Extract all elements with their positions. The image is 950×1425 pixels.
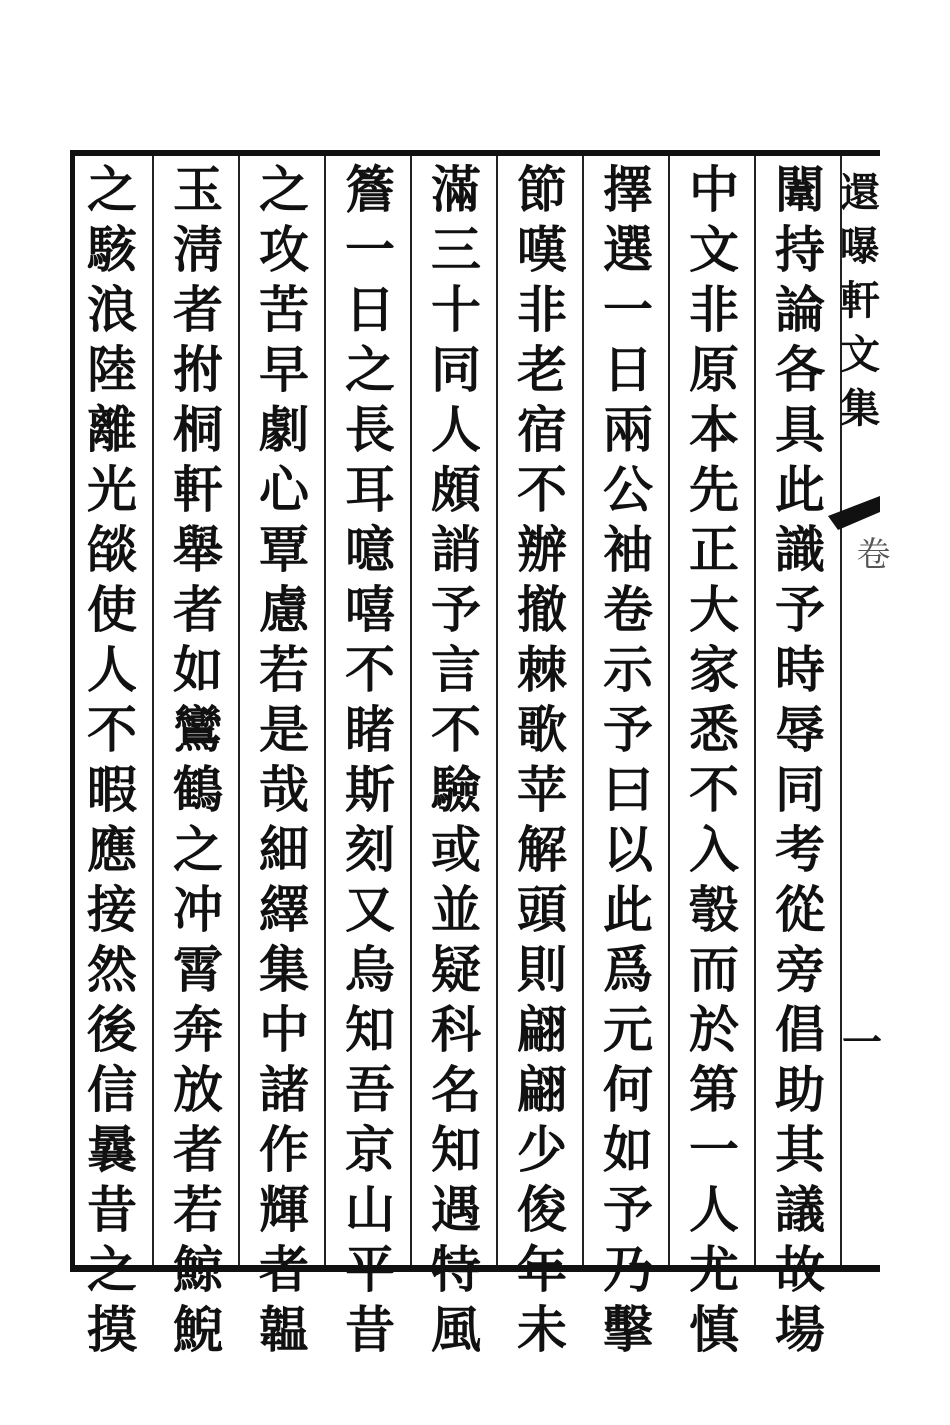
character: 並	[431, 880, 481, 939]
character: 吾	[345, 1060, 395, 1119]
character: 少	[517, 1120, 567, 1179]
page-frame	[70, 150, 880, 1359]
character: 從	[775, 880, 825, 939]
character: 不	[345, 640, 395, 699]
character: 諸	[259, 1060, 309, 1119]
character: 科	[431, 1000, 481, 1059]
character: 韞	[259, 1300, 309, 1359]
character: 鯨	[173, 1240, 223, 1299]
character: 之	[259, 160, 309, 219]
character: 簷	[345, 160, 395, 219]
character: 者	[173, 1120, 223, 1179]
character: 離	[87, 400, 137, 459]
character: 覃	[259, 520, 309, 579]
banxin-title-char: 集	[840, 385, 880, 432]
character: 或	[431, 820, 481, 879]
character: 入	[689, 820, 739, 879]
column-divider	[668, 156, 670, 1265]
text-column	[330, 160, 410, 1359]
character: 嘻	[345, 580, 395, 639]
character: 辦	[517, 520, 567, 579]
character: 俊	[517, 1180, 567, 1239]
text-column	[72, 160, 152, 1359]
character: 各	[775, 340, 825, 399]
character: 舉	[173, 520, 223, 579]
character: 議	[775, 1180, 825, 1239]
character: 同	[431, 340, 481, 399]
character: 未	[517, 1300, 567, 1359]
character: 年	[517, 1240, 567, 1299]
character: 噫	[345, 520, 395, 579]
character: 名	[431, 1060, 481, 1119]
banxin-title-char: 文	[840, 331, 880, 378]
character: 旁	[775, 940, 825, 999]
character: 時	[775, 640, 825, 699]
character: 軒	[173, 460, 223, 519]
character: 予	[775, 580, 825, 639]
character: 早	[259, 340, 309, 399]
text-column	[502, 160, 582, 1359]
character: 長	[345, 400, 395, 459]
character: 是	[259, 700, 309, 759]
character: 一	[345, 220, 395, 279]
character: 之	[345, 340, 395, 399]
column-divider	[496, 156, 498, 1265]
character: 疑	[431, 940, 481, 999]
character: 嘆	[517, 220, 567, 279]
character: 兩	[603, 400, 653, 459]
character: 輝	[259, 1180, 309, 1239]
character: 予	[431, 580, 481, 639]
character: 何	[603, 1060, 653, 1119]
character: 人	[87, 640, 137, 699]
character: 鶴	[173, 760, 223, 819]
character: 若	[173, 1180, 223, 1239]
character: 人	[689, 1180, 739, 1239]
character: 第	[689, 1060, 739, 1119]
character: 若	[259, 640, 309, 699]
character: 彀	[689, 880, 739, 939]
character: 則	[517, 940, 567, 999]
character: 摸	[87, 1300, 137, 1359]
character: 苦	[259, 280, 309, 339]
character: 知	[431, 1120, 481, 1179]
text-column	[760, 160, 840, 1359]
character: 場	[775, 1300, 825, 1359]
column-divider	[238, 156, 240, 1265]
fishtail-mark-icon	[828, 496, 880, 530]
character: 解	[517, 820, 567, 879]
character: 攻	[259, 220, 309, 279]
character: 奔	[173, 1000, 223, 1059]
character: 節	[517, 160, 567, 219]
character: 此	[603, 880, 653, 939]
character: 原	[689, 340, 739, 399]
column-divider	[410, 156, 412, 1265]
character: 言	[431, 640, 481, 699]
character: 特	[431, 1240, 481, 1299]
character: 予	[603, 700, 653, 759]
banxin-title-char: 還	[840, 169, 880, 216]
character: 京	[345, 1120, 395, 1179]
character: 不	[87, 700, 137, 759]
character: 倡	[775, 1000, 825, 1059]
character: 又	[345, 880, 395, 939]
character: 昔	[345, 1300, 395, 1359]
character: 老	[517, 340, 567, 399]
character: 之	[87, 1240, 137, 1299]
character: 接	[87, 880, 137, 939]
character: 滿	[431, 160, 481, 219]
character: 陸	[87, 340, 137, 399]
character: 辱	[775, 700, 825, 759]
character: 袖	[603, 520, 653, 579]
character: 予	[603, 1180, 653, 1239]
character: 山	[345, 1180, 395, 1239]
character: 心	[259, 460, 309, 519]
character: 中	[259, 1000, 309, 1059]
character: 劇	[259, 400, 309, 459]
character: 作	[259, 1120, 309, 1179]
character: 放	[173, 1060, 223, 1119]
column-divider	[754, 156, 756, 1265]
character: 爲	[603, 940, 653, 999]
character: 不	[517, 460, 567, 519]
character: 文	[689, 220, 739, 279]
character: 拊	[173, 340, 223, 399]
character: 慮	[259, 580, 309, 639]
character: 如	[603, 1120, 653, 1179]
character: 翩	[517, 1060, 567, 1119]
character: 具	[775, 400, 825, 459]
character: 驗	[431, 760, 481, 819]
character: 其	[775, 1120, 825, 1179]
top-border	[70, 150, 880, 156]
character: 者	[173, 580, 223, 639]
character: 先	[689, 460, 739, 519]
character: 鸞	[173, 700, 223, 759]
character: 非	[517, 280, 567, 339]
banxin-title-char: 嚗	[840, 223, 880, 270]
character: 光	[87, 460, 137, 519]
banxin-juan: 卷	[850, 536, 890, 570]
character: 闈	[775, 160, 825, 219]
character: 耳	[345, 460, 395, 519]
character: 助	[775, 1060, 825, 1119]
character: 同	[775, 760, 825, 819]
character: 曩	[87, 1120, 137, 1179]
character: 不	[689, 760, 739, 819]
character: 淸	[173, 220, 223, 279]
column-divider	[324, 156, 326, 1265]
character: 暇	[87, 760, 137, 819]
character: 棘	[517, 640, 567, 699]
character: 元	[603, 1000, 653, 1059]
character: 以	[603, 820, 653, 879]
character: 信	[87, 1060, 137, 1119]
character: 誚	[431, 520, 481, 579]
character: 悉	[689, 700, 739, 759]
character: 宿	[517, 400, 567, 459]
character: 三	[431, 220, 481, 279]
character: 擊	[603, 1300, 653, 1359]
character: 中	[689, 160, 739, 219]
character: 細	[259, 820, 309, 879]
character: 之	[87, 160, 137, 219]
character: 冲	[173, 880, 223, 939]
character: 昔	[87, 1180, 137, 1239]
character: 非	[689, 280, 739, 339]
character: 一	[603, 280, 653, 339]
character: 然	[87, 940, 137, 999]
character: 遇	[431, 1180, 481, 1239]
character: 使	[87, 580, 137, 639]
character: 頗	[431, 460, 481, 519]
character: 家	[689, 640, 739, 699]
character: 之	[173, 820, 223, 879]
character: 選	[603, 220, 653, 279]
character: 平	[345, 1240, 395, 1299]
character: 慎	[689, 1300, 739, 1359]
column-divider	[582, 156, 584, 1265]
text-column	[244, 160, 324, 1359]
character: 正	[689, 520, 739, 579]
character: 曰	[603, 760, 653, 819]
character: 公	[603, 460, 653, 519]
banxin-title-char: 軒	[840, 277, 880, 324]
character: 十	[431, 280, 481, 339]
character: 者	[259, 1240, 309, 1299]
character: 駭	[87, 220, 137, 279]
character: 本	[689, 400, 739, 459]
character: 烏	[345, 940, 395, 999]
character: 考	[775, 820, 825, 879]
column-divider	[152, 156, 154, 1265]
character: 桐	[173, 400, 223, 459]
character: 日	[603, 340, 653, 399]
character: 人	[431, 400, 481, 459]
character: 如	[173, 640, 223, 699]
character: 鯢	[173, 1300, 223, 1359]
text-column	[416, 160, 496, 1359]
text-column	[158, 160, 238, 1359]
character: 苹	[517, 760, 567, 819]
character: 斯	[345, 760, 395, 819]
character: 卷	[603, 580, 653, 639]
character: 頭	[517, 880, 567, 939]
character: 玉	[173, 160, 223, 219]
character: 示	[603, 640, 653, 699]
character: 乃	[603, 1240, 653, 1299]
character: 而	[689, 940, 739, 999]
character: 於	[689, 1000, 739, 1059]
character: 日	[345, 280, 395, 339]
character: 燄	[87, 520, 137, 579]
character: 一	[689, 1120, 739, 1179]
banxin-title	[840, 166, 880, 436]
character: 浪	[87, 280, 137, 339]
text-column	[588, 160, 668, 1359]
banxin-margin	[840, 156, 890, 1270]
character: 持	[775, 220, 825, 279]
character: 知	[345, 1000, 395, 1059]
character: 撤	[517, 580, 567, 639]
character: 論	[775, 280, 825, 339]
text-column	[674, 160, 754, 1359]
character: 擇	[603, 160, 653, 219]
character: 識	[775, 520, 825, 579]
character: 此	[775, 460, 825, 519]
character: 哉	[259, 760, 309, 819]
character: 刻	[345, 820, 395, 879]
character: 風	[431, 1300, 481, 1359]
character: 大	[689, 580, 739, 639]
character: 者	[173, 280, 223, 339]
character: 翩	[517, 1000, 567, 1059]
character: 霄	[173, 940, 223, 999]
character: 後	[87, 1000, 137, 1059]
character: 睹	[345, 700, 395, 759]
character: 故	[775, 1240, 825, 1299]
character: 不	[431, 700, 481, 759]
character: 尤	[689, 1240, 739, 1299]
character: 集	[259, 940, 309, 999]
character: 應	[87, 820, 137, 879]
character: 繹	[259, 880, 309, 939]
character: 歌	[517, 700, 567, 759]
page-number: 一	[842, 1019, 882, 1066]
